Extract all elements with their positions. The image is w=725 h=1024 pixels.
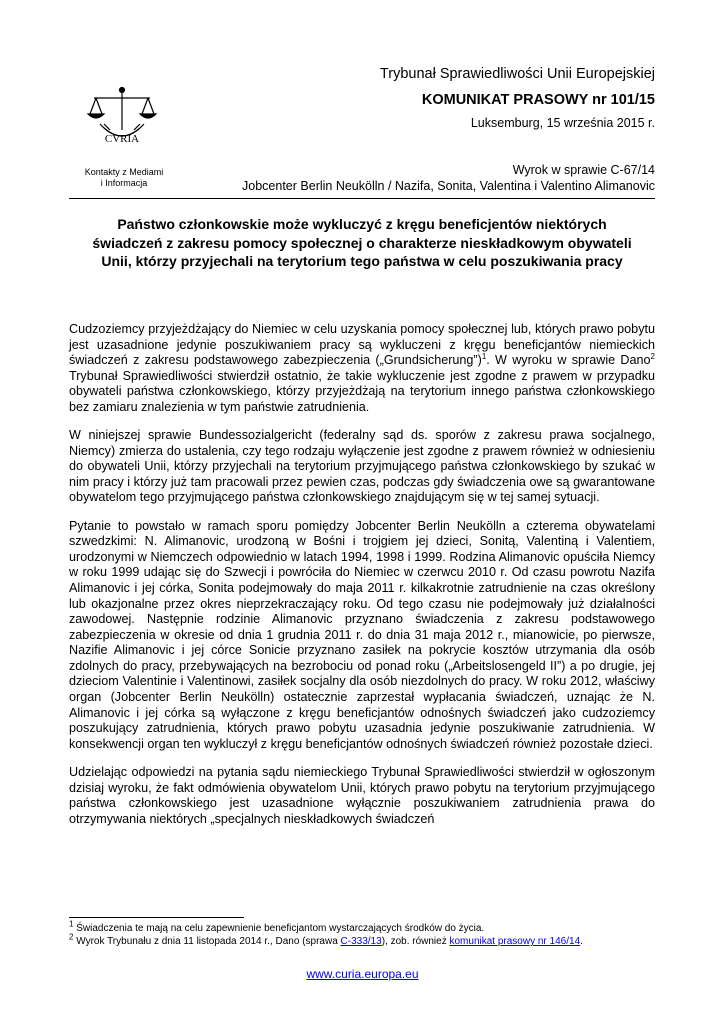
footnote-divider [69,917,244,918]
footnote-2-text-b: ), zob. również [381,936,450,947]
headline-line-2: świadczeń z zakresu pomocy społecznej o charakterze nieskładkowym obywateli [92,234,632,251]
headline-line-3: Unii, którzy przyjechali na terytorium tego państwa w celu poszukiwania pracy [101,253,623,269]
footnote-ref-2: 2 [650,352,655,361]
footnote-2-number: 2 [69,932,74,942]
contact-line-1: Kontakty z Mediami [84,167,164,177]
headline [66,215,658,271]
curia-logo [82,84,162,156]
contact-line-2: i Informacja [100,178,148,188]
case-label: Wyrok w sprawie C-67/14 [512,163,655,177]
court-name: Trybunał Sprawiedliwości Unii Europejskiej [379,66,655,82]
footnote-2-text-c: . [580,936,583,947]
header-divider [69,198,655,199]
footnote-1-number: 1 [69,919,74,929]
footnote-1-text: Świadczenia te mają na celu zapewnienie beneficjantom wystarczających środków do życia. [73,923,485,934]
paragraph-3: Pytanie to powstało w ramach sporu pomiędzy Jobcenter Berlin Neukölln a czterema obywatelami szwedzkimi: N. Alimanovic, urodzoną w Bośni i trojgiem jej dzieci, Sonitą, Valentiną i Valentiem, urodzonymi w Niemczech odpowiednio w latach 1994, 1998 i 1999. Rodzina Alimanovic opuściła Niemcy w roku 1999 udając się do Szwecji i powróciła do Niemiec w czerwcu 2010 r. Od czasu powrotu Nazifa Alimanovic i jej córka, Sonita podejmowały do maja 2011 r. kilkakrotnie zatrudnienie na czas określony lub okazjonalne przez okres nieprzekraczający roku. Od tego czasu nie podejmowały już działalności zawodowej. Następnie rodzinie Alimanovic przyznano świadczenia z zakresu podstawowego zabezpieczenia w okresie od dnia 1 grudnia 2011 r. do dnia 31 maja 2012 r., mianowicie, po pierwsze, Nazifie Alimanovic i jej córce Sonicie przyznano zasiłek na pokrycie kosztów utrzymania dla osób zdolnych do pracy, przebywających na bezrobociu od ponad roku („Arbeitslosengeld II”) a po drugie, jej dzieciom Valentinie i Valentinowi, zasiłek socjalny dla osób niezdolnych do pracy. W roku 2012, właściwy organ (Jobcenter Berlin Neukölln) ostatecznie zaprzestał wypłacania świadczeń, uznając że N. Alimanovic i jej córka są wyłączone z kręgu beneficjantów odnośnych świadczeń jako cudzoziemcy poszukujący zatrudnienia, których prawo pobytu uzasadnia jedynie poszukiwanie zatrudnienia. W konsekwencji organ ten wykluczył z kręgu beneficjantów odnośnych świadczeń również pozostałe dzieci. [69,518,655,751]
footnote-ref-1: 1 [481,352,487,361]
footnote-2-text-a: Wyrok Trybunału z dnia 11 listopada 2014 r., Dano (sprawa [73,936,341,947]
press-release-title: KOMUNIKAT PRASOWY nr 101/15 [421,92,655,108]
headline-line-1: Państwo członkowskie może wykluczyć z kręgu beneficjentów niektórych [117,216,607,232]
p1-text-a: Cudzoziemcy przyjeżdżający do Niemiec w celu uzyskania pomocy społecznej lub, których prawo pobytu jest uzasadnione jedynie poszukiwaniem pracy są wykluczeni z kręgu beneficjantów niemieckich świadczeń z zakresu podstawowego zabezpieczenia („Grundsicherung”) [69,322,655,368]
case-parties: Jobcenter Berlin Neukölln / Nazifa, Sonita, Valentina i Valentino Alimanovic [242,179,655,193]
footer [0,967,725,981]
footnote-1 [69,919,669,935]
p1-text-b: . W wyroku w sprawie Dano [486,353,651,368]
footnotes [69,919,669,948]
website-link[interactable]: www.curia.europa.eu [306,967,419,981]
place-date: Luksemburg, 15 września 2015 r. [470,116,655,130]
p1-text-c: Trybunał Sprawiedliwości stwierdził ostatnio, że takie wykluczenie jest zgodne z prawem w przypadku obywateli państwa członkowskiego, którzy przyjeżdżają na terytorium innego państwa członkowskiego bez zamiaru znalezienia w tym państwie zatrudnienia. [69,368,655,414]
footnote-2 [69,932,669,948]
logo-text: CVRIA [104,133,140,145]
media-contact-caption [64,167,184,189]
paragraph-1 [69,322,655,416]
case-c-333-13-link[interactable]: C-333/13 [340,936,382,947]
article-body [69,322,655,840]
press-release-146-14-link[interactable]: komunikat prasowy nr 146/14 [449,936,581,947]
paragraph-4: Udzielając odpowiedzi na pytania sądu niemieckiego Trybunał Sprawiedliwości stwierdził w ogłoszonym dzisiaj wyroku, że fakt odmówienia obywatelom Unii, których prawo pobytu na terytorium przyjmującego państwa członkowskiego jest uzasadnione wyłącznie poszukiwaniem zatrudnienia prawa do otrzymywania niektórych „specjalnych nieskładkowych świadczeń [69,764,655,826]
paragraph-2: W niniejszej sprawie Bundessozialgericht (federalny sąd ds. sporów z zakresu prawa socjalnego, Niemcy) zmierza do ustalenia, czy tego rodzaju wyłączenie jest zgodne z prawem również w odniesieniu do obywateli Unii, którzy przyjechali na terytorium przyjmującego państwa członkowskiego by szukać w nim pracy i którzy już tam pracowali przez pewien czas, podczas gdy świadczenia owe są gwarantowane obywatelom tego przyjmującego państwa członkowskiego znajdującym się w tej samej sytuacji. [69,428,655,505]
